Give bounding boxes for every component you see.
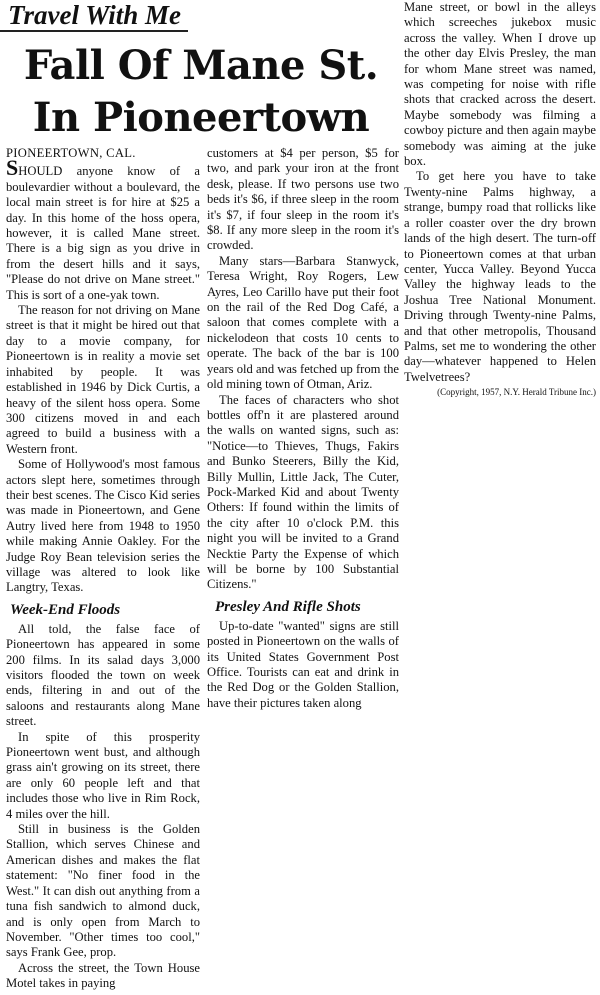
paragraph: All told, the false face of Pioneertown has appeared in some 200 films. In its salad days 3,000 visitors flooded the town on week ends, filtering in and out of the saloons and restaurants along Mane street. bbox=[6, 621, 200, 729]
column-kicker: Travel With Me bbox=[0, 0, 188, 32]
headline: Fall Of Mane St. In Pioneertown bbox=[23, 42, 379, 141]
drop-cap: S bbox=[6, 155, 19, 181]
paragraph: Still in business is the Golden Stallion, which serves Chinese and American dishes and makes the flat statement: "No finer food in the West." It can dish out anything from a tuna fish sandwich to almond duck, and is only open from March to November. "Other times too cool," says Frank Gee, prop. bbox=[6, 822, 200, 960]
subhead: Presley And Rifle Shots bbox=[215, 598, 361, 615]
column-3 bbox=[404, 0, 596, 398]
column-2 bbox=[207, 146, 399, 711]
paragraph: Across the street, the Town House Motel takes in paying bbox=[6, 960, 200, 991]
paragraph: Mane street, or bowl in the alleys which screeches jukebox music across the valley. When I drove up the other day Elvis Presley, the man for whom Mane street was named, was competing for noise with rifle shots that cracked across the desert. Maybe somebody was filming a cowboy picture and then again maybe somebody was aiming at the juke box. bbox=[404, 0, 596, 169]
paragraph: To get here you have to take Twenty-nine Palms highway, a strange, bumpy road that rollicks like a roller coaster over the dry brown lands of the high desert. The turn-off to Pioneertown comes at that urban center, Yucca Valley. Beyond Yucca Valley the highway leads to the Joshua Tree National Monument. Driving through Twenty-nine Palms, and that other metropolis, Thousand Palms, set me to wondering the other day—whatever happened to Helen Twelvetrees? bbox=[404, 169, 596, 384]
column-1 bbox=[6, 146, 200, 992]
subhead: Week-End Floods bbox=[10, 601, 121, 618]
paragraph: In spite of this prosperity Pioneertown went bust, and although grass ain't growing on its street, there are only 60 people left and that includes those who live in Rim Rock, 4 miles over the hill. bbox=[6, 729, 200, 821]
copyright-note: (Copyright, 1957, N.Y. Herald Tribune Inc.) bbox=[437, 387, 596, 398]
paragraph: Up-to-date "wanted" signs are still posted in Pioneertown on the walls of its United States Government Post Office. Tourists can eat and drink in the Red Dog or the Golden Stallion, have their pictures taken along bbox=[207, 618, 399, 710]
dateline: PIONEERTOWN, CAL. bbox=[6, 146, 136, 160]
paragraph: customers at $4 per person, $5 for two, and park your iron at the front desk, please. If two persons use two beds it's $6, if three sleep in the room it's $7, if four sleep in the room it's $8. If any more sleep in the room it's crowded. bbox=[207, 146, 399, 253]
paragraph: Some of Hollywood's most famous actors slept here, sometimes through their best scenes. The Cisco Kid series was made in Pioneertown, and Gene Autry lived here from 1948 to 1950 while making Annie Oakley. For the Judge Roy Bean television series the village was altered to look like Langtry, Texas. bbox=[6, 457, 200, 595]
paragraph: Many stars—Barbara Stanwyck, Teresa Wright, Roy Rogers, Lew Ayres, Leo Carillo have put their foot on the rail of the Red Dog Café, a saloon that comes complete with a nickelodeon that costs 10 cents to operate. The back of the bar is 100 years old and was fetched up from the old mining town of Otman, Ariz. bbox=[207, 253, 399, 392]
paragraph bbox=[6, 146, 200, 303]
paragraph: The reason for not driving on Mane street is that it might be hired out that day to a movie company, for Pioneertown is in reality a movie set inhabited by people. It was established in 1946 by Dick Curtis, a heavy of the silent hoss opera. Some 300 citizens moved in and each agreed to build a business with a Western front. bbox=[6, 303, 200, 456]
paragraph: The faces of characters who shot bottles off'n it are plastered around the walls on wanted signs, such as: "Notice—to Thieves, Thugs, Fakirs and Bunko Steerers, Billy the Kid, Billy Mullin, Little Jack, The Cuter, Pock-Marked Kid and about Twenty Others: If found within the limits of the city after 10 o'clock P.M. this night you will be invited to a Grand Necktie Party the Expense of which will be borne by 100 Substantial Citizens." bbox=[207, 392, 399, 592]
paragraph-text: HOULD anyone know of a boulevardier without a boulevard, the local main street is for hire at $25 a day. In this home of the hoss opera, however, it is called Mane street. There is a big sign as you drive in from the desert hills and it says, "Please do not drive on Mane street." This is sort of a one-yak town. bbox=[6, 164, 200, 302]
